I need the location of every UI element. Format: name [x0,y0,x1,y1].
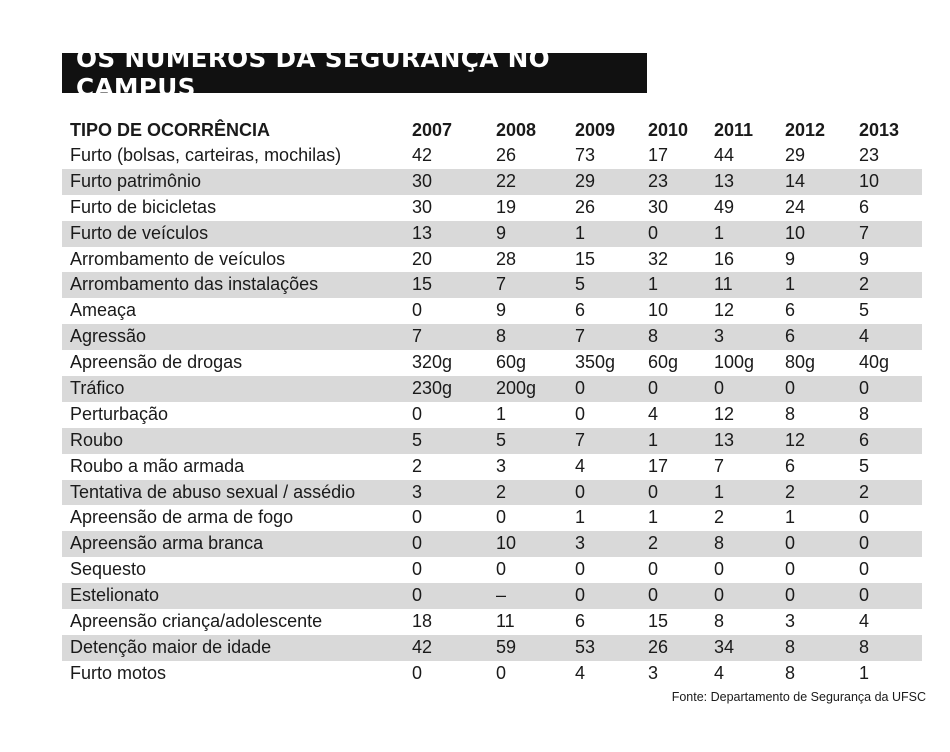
table-row [62,505,922,531]
table-cell: 4 [714,662,725,683]
table-row [62,298,922,324]
table-cell: 230g [412,378,453,399]
table-cell: 0 [714,378,725,399]
table-row [62,454,922,480]
table-cell: 18 [412,611,433,632]
table-cell: 60g [648,352,679,373]
table-cell: 2 [714,507,725,528]
table-cell: 11 [496,611,515,632]
title-text: OS NÚMEROS DA SEGURANÇA NO CAMPUS [76,44,550,102]
table-cell: 26 [575,196,596,217]
table-row [62,324,922,350]
table-cell: 13 [714,170,735,191]
table-row [62,350,922,376]
table-cell: 8 [785,636,796,657]
table-cell: 14 [785,170,806,191]
table-cell: 1 [785,274,796,295]
table-cell: 12 [714,403,735,424]
table-cell: 3 [496,455,507,476]
table-cell: 0 [575,585,586,606]
row-label: Sequesto [70,559,147,580]
row-label: Detenção maior de idade [70,636,272,657]
table-cell: 23 [859,145,880,165]
table-cell: 12 [714,300,735,321]
table-cell: 53 [575,636,596,657]
table-cell: 60g [496,352,527,373]
table-cell: 8 [648,326,659,347]
table-cell: 30 [648,196,669,217]
table-cell: 0 [785,559,796,580]
table-cell: 30 [412,170,433,191]
column-header: 2012 [785,120,826,140]
table-cell: 34 [714,636,735,657]
table-cell: 7 [575,429,586,450]
table-cell: 0 [496,507,507,528]
table-row [62,661,922,687]
table-cell: 0 [412,403,423,424]
row-label: Ameaça [70,300,137,321]
table-cell: 7 [496,274,507,295]
table-cell: 100g [714,352,755,373]
table-cell: 4 [859,611,870,632]
table-cell: 16 [714,248,735,269]
table-cell: 1 [496,403,507,424]
table-cell: 6 [785,326,796,347]
row-label: Roubo a mão armada [70,455,245,476]
table-row [62,583,922,609]
table-cell: 5 [575,274,586,295]
table-cell: 350g [575,352,616,373]
table-cell: 10 [496,533,517,554]
table-cell: 0 [714,585,725,606]
table-cell: 0 [785,585,796,606]
row-label: Arrombamento de veículos [70,248,286,269]
table-cell: 2 [648,533,659,554]
table-cell: 1 [575,222,586,243]
table-cell: 7 [714,455,725,476]
table-cell: 42 [412,636,433,657]
table-cell: 6 [575,300,586,321]
table-cell: 5 [859,300,870,321]
table-cell: 1 [785,507,796,528]
table-cell: 9 [785,248,796,269]
data-table [62,117,922,687]
table-cell: 42 [412,145,433,165]
table-cell: 0 [859,378,870,399]
table-cell: 0 [859,507,870,528]
table-cell: 73 [575,145,596,165]
table-cell: 15 [412,274,433,295]
table-cell: 0 [412,585,423,606]
table-cell: 8 [785,662,796,683]
table-cell: 32 [648,248,669,269]
table-cell: 12 [785,429,806,450]
table-cell: 2 [496,481,507,502]
table-cell: 0 [785,533,796,554]
table-row [62,195,922,221]
table-cell: 1 [859,662,870,683]
table-cell: 28 [496,248,517,269]
table-cell: 40g [859,352,890,373]
table-cell: 3 [714,326,725,347]
table-cell: 6 [859,429,870,450]
table-cell: 2 [859,481,870,502]
table-cell: 200g [496,378,537,399]
row-label: Furto patrimônio [70,170,202,191]
table-cell: 0 [648,559,659,580]
table-cell: 0 [785,378,796,399]
table-cell: 4 [648,403,659,424]
table-cell: 24 [785,196,806,217]
table-cell: 8 [859,403,870,424]
source-note: Fonte: Departamento de Segurança da UFSC [671,690,926,704]
table-cell: 3 [785,611,796,632]
table-cell: 13 [714,429,735,450]
column-header: 2013 [859,120,900,140]
table-cell: 8 [785,403,796,424]
table-cell: 10 [785,222,806,243]
table-cell: 320g [412,352,453,373]
table-cell: 0 [648,378,659,399]
row-label: Furto de veículos [70,222,209,243]
table-cell: 9 [496,222,507,243]
table-cell: 0 [496,559,507,580]
table-cell: 30 [412,196,433,217]
table-cell: 15 [575,248,596,269]
table-row [62,169,922,195]
table-row [62,272,922,298]
table-cell: 8 [714,533,725,554]
table-cell: 2 [859,274,870,295]
table-cell: 1 [714,481,725,502]
table-cell: 9 [496,300,507,321]
table-cell: 0 [859,559,870,580]
table-row [62,376,922,402]
table-row [62,557,922,583]
table-cell: 0 [648,481,659,502]
table-cell: 6 [785,455,796,476]
table-cell: 7 [859,222,870,243]
table-cell: 0 [412,300,423,321]
row-label: Estelionato [70,585,160,606]
table-row [62,143,922,169]
table-cell: 0 [412,559,423,580]
table-cell: 0 [714,559,725,580]
row-label: Perturbação [70,403,169,424]
column-header: 2011 [714,120,754,140]
table-cell: 17 [648,145,669,165]
row-label: Apreensão criança/adolescente [70,611,323,632]
table-cell: 5 [859,455,870,476]
table-cell: 80g [785,352,816,373]
table-cell: 10 [859,170,880,191]
table-row [62,531,922,557]
table-cell: 59 [496,636,517,657]
table-cell: 4 [575,662,586,683]
table-cell: 0 [496,662,507,683]
table-cell: 5 [496,429,507,450]
table-row [62,402,922,428]
table-cell: 3 [575,533,586,554]
table-cell: 6 [859,196,870,217]
table-cell: 26 [648,636,669,657]
row-label: Furto de bicicletas [70,196,217,217]
table-row [62,428,922,454]
column-header: 2008 [496,120,537,140]
table-cell: 5 [412,429,423,450]
table-cell: 49 [714,196,735,217]
table-cell: 6 [575,611,586,632]
table-cell: 17 [648,455,669,476]
column-header: 2010 [648,120,689,140]
table-cell: 0 [575,378,586,399]
table-cell: – [496,585,507,606]
table-cell: 15 [648,611,669,632]
table-cell: 8 [496,326,507,347]
table-cell: 3 [648,662,659,683]
table-cell: 1 [648,274,659,295]
table-cell: 7 [412,326,423,347]
table-cell: 10 [648,300,669,321]
row-label: Tráfico [70,378,125,399]
row-label: Furto motos [70,662,167,683]
table-cell: 0 [412,662,423,683]
row-label: Apreensão de arma de fogo [70,507,294,528]
table-cell: 0 [575,403,586,424]
row-label: Apreensão arma branca [70,533,264,554]
row-label: Furto (bolsas, carteiras, mochilas) [70,145,342,165]
column-header: 2009 [575,120,616,140]
table-row [62,609,922,635]
table-cell: 8 [714,611,725,632]
table-header-row [62,117,922,143]
table-cell: 44 [714,145,735,165]
table-cell: 4 [859,326,870,347]
table-row [62,635,922,661]
table-cell: 13 [412,222,433,243]
table-cell: 1 [648,507,659,528]
table-cell: 0 [648,222,659,243]
table-row [62,221,922,247]
table-cell: 23 [648,170,669,191]
row-label: Tentativa de abuso sexual / assédio [70,481,356,502]
table-cell: 1 [575,507,586,528]
table-cell: 29 [785,145,806,165]
table-cell: 6 [785,300,796,321]
row-label: Apreensão de drogas [70,352,243,373]
table-cell: 9 [859,248,870,269]
table-cell: 3 [412,481,423,502]
table-cell: 0 [859,585,870,606]
table-cell: 4 [575,455,586,476]
table-cell: 20 [412,248,433,269]
table-cell: 26 [496,145,517,165]
row-label: Agressão [70,326,147,347]
table-cell: 2 [412,455,423,476]
table-cell: 22 [496,170,517,191]
table-cell: 19 [496,196,517,217]
column-header: TIPO DE OCORRÊNCIA [70,120,271,140]
table-cell: 7 [575,326,586,347]
table-row [62,480,922,506]
table-cell: 8 [859,636,870,657]
row-label: Arrombamento das instalações [70,274,319,295]
table-cell: 11 [714,274,733,295]
table-cell: 0 [412,533,423,554]
table-cell: 0 [648,585,659,606]
table-cell: 1 [648,429,659,450]
table-cell: 0 [575,559,586,580]
table-row [62,247,922,273]
table-cell: 0 [575,481,586,502]
table-cell: 2 [785,481,796,502]
row-label: Roubo [70,429,124,450]
table-cell: 0 [859,533,870,554]
table-cell: 0 [412,507,423,528]
page-title [62,44,647,102]
column-header: 2007 [412,120,453,140]
table-cell: 1 [714,222,725,243]
table-cell: 29 [575,170,596,191]
